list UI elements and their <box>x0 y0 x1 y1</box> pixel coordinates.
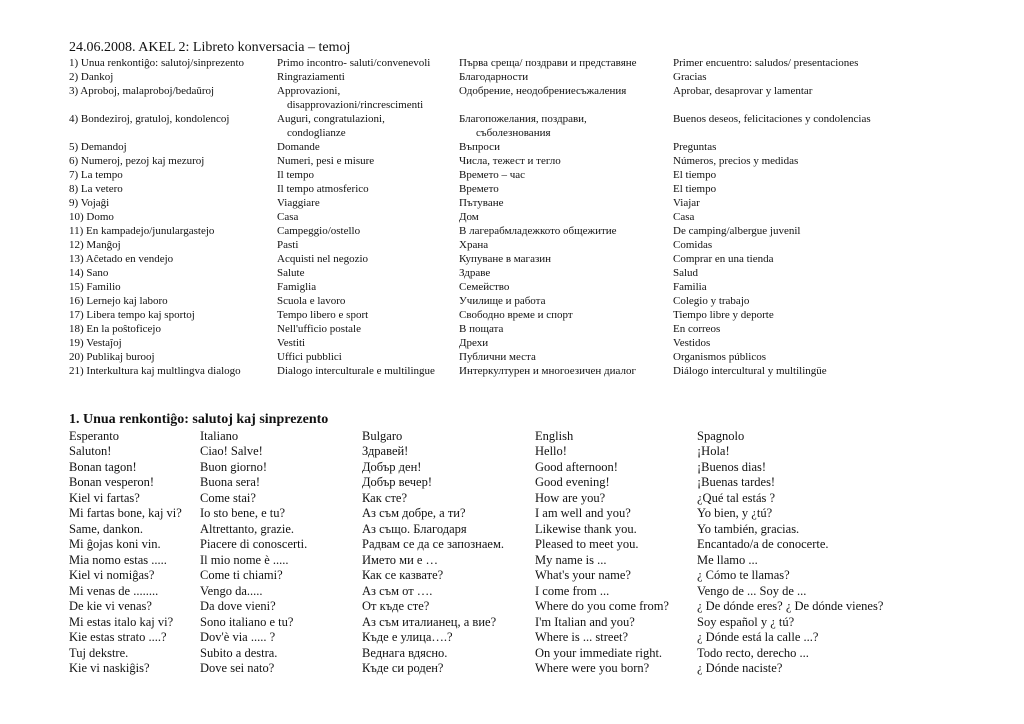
column-header: Esperanto <box>69 429 119 443</box>
topic-italiano: Ringraziamenti <box>277 71 345 83</box>
phrase-row <box>0 615 1024 631</box>
topic-bulgaro: Благодарности <box>459 71 529 83</box>
topic-row <box>0 323 1024 337</box>
topic-bulgaro: Публични места <box>459 351 536 363</box>
topic-bulgaro: Пътуване <box>459 197 504 209</box>
document-title: 24.06.2008. AKEL 2: Libreto konversacia – temoj <box>69 40 351 55</box>
phrase-row <box>0 522 1024 538</box>
topic-row <box>0 127 1024 141</box>
phrase-italiano: Come ti chiami? <box>200 568 283 582</box>
topic-bulgaro: Одобрение, неодобрениесъжаления <box>459 85 627 97</box>
topic-row <box>0 57 1024 71</box>
topic-row <box>0 85 1024 99</box>
topic-bulgaro: Училище и работа <box>459 295 546 307</box>
topic-bulgaro: съболезнования <box>476 127 551 139</box>
topic-row <box>0 351 1024 365</box>
phrase-bulgaro: Аз съм италианец, а вие? <box>362 614 497 629</box>
topic-spagnolo: En correos <box>673 323 721 335</box>
topic-esperanto: 19) Vestaĵoj <box>69 337 122 349</box>
phrase-bulgaro: Веднага вдясно. <box>362 645 448 660</box>
phrase-english: On your immediate right. <box>535 645 663 660</box>
topic-esperanto: 20) Publikaj burooj <box>69 351 155 363</box>
topic-esperanto: 13) Aĉetado en vendejo <box>69 253 174 265</box>
topic-italiano: Il tempo atmosferico <box>277 183 369 195</box>
phrase-spagnolo: ¡Buenos dias! <box>697 459 767 474</box>
phrase-spagnolo: ¿ Cómo te llamas? <box>697 568 790 582</box>
topic-esperanto: 5) Demandoj <box>69 141 127 153</box>
topic-spagnolo: Preguntas <box>673 141 717 153</box>
topic-spagnolo: El tiempo <box>673 169 717 181</box>
phrase-italiano: Dov'è via ..... ? <box>200 630 276 644</box>
phrase-row <box>0 444 1024 460</box>
topic-italiano: Il tempo <box>277 169 314 181</box>
topic-bulgaro: Времето <box>459 183 499 195</box>
phrase-spagnolo: Encantado/a de conocerte. <box>697 537 829 551</box>
topic-spagnolo: Diálogo intercultural y multilingüe <box>673 365 827 377</box>
phrase-row <box>0 506 1024 522</box>
topic-italiano: Tempo libero e sport <box>277 309 369 321</box>
phrase-italiano: Altrettanto, grazie. <box>200 521 295 536</box>
phrase-esperanto: Mi estas italo kaj vi? <box>69 614 174 629</box>
phrase-spagnolo: ¡Buenas tardes! <box>697 475 776 489</box>
phrase-bulgaro: Добър ден! <box>362 459 422 474</box>
phrase-spagnolo: Vengo de ... Soy de ... <box>697 583 807 598</box>
topic-spagnolo: Comprar en una tienda <box>673 253 774 265</box>
topic-row <box>0 365 1024 379</box>
topic-bulgaro: Дрехи <box>459 337 489 349</box>
topic-bulgaro: Свободно време и спорт <box>459 309 573 321</box>
topic-bulgaro: В пощата <box>459 323 504 335</box>
phrase-italiano: Vengo da..... <box>200 583 263 598</box>
phrase-italiano: Buon giorno! <box>200 459 268 474</box>
phrase-english: My name is ... <box>535 552 607 567</box>
phrase-row <box>0 460 1024 476</box>
phrase-italiano: Il mio nome è ..... <box>200 552 289 567</box>
phrase-bulgaro: Къде си роден? <box>362 661 444 675</box>
topic-row <box>0 267 1024 281</box>
topic-italiano: Numeri, pesi e misure <box>277 155 375 167</box>
topic-bulgaro: Въпроси <box>459 141 500 153</box>
phrase-spagnolo: Yo bien, y ¿tú? <box>697 506 773 520</box>
topic-spagnolo: El tiempo <box>673 183 717 195</box>
phrase-spagnolo: ¿Qué tal estás ? <box>697 490 776 505</box>
column-header: Italiano <box>200 429 239 443</box>
topic-italiano: Pasti <box>277 239 299 251</box>
phrase-spagnolo: Soy español y ¿ tú? <box>697 614 795 629</box>
topic-row <box>0 155 1024 169</box>
topic-esperanto: 6) Numeroj, pezoj kaj mezuroj <box>69 155 205 167</box>
topic-row <box>0 113 1024 127</box>
phrase-english: Where were you born? <box>535 661 650 675</box>
phrase-esperanto: Bonan vesperon! <box>69 475 155 489</box>
topic-bulgaro: Купуване в магазин <box>459 253 552 265</box>
topic-spagnolo: Primer encuentro: saludos/ presentaciones <box>673 57 859 69</box>
topic-italiano: Nell'ufficio postale <box>277 323 361 335</box>
topic-italiano: Scuola e lavoro <box>277 295 346 307</box>
phrase-esperanto: Bonan tagon! <box>69 459 137 474</box>
topic-row <box>0 239 1024 253</box>
topic-row <box>0 211 1024 225</box>
topic-italiano: Approvazioni, <box>277 85 341 97</box>
section-title: 1. Unua renkontiĝo: salutoj kaj sinprezento <box>69 412 329 427</box>
phrase-esperanto: Kie estas strato ....? <box>69 630 167 644</box>
topic-esperanto: 10) Domo <box>69 211 114 223</box>
phrase-english: Good evening! <box>535 475 610 489</box>
topic-spagnolo: Vestidos <box>673 337 711 349</box>
phrase-esperanto: Mia nomo estas ..... <box>69 552 167 567</box>
topic-spagnolo: De camping/albergue juvenil <box>673 225 801 237</box>
phrase-bulgaro: Името ми е … <box>362 552 439 567</box>
phrase-italiano: Ciao! Salve! <box>200 444 263 458</box>
phrase-english: Where is ... street? <box>535 630 629 644</box>
phrase-spagnolo: ¿ Dónde naciste? <box>697 661 783 675</box>
topic-spagnolo: Salud <box>673 267 699 279</box>
topic-spagnolo: Casa <box>673 211 695 223</box>
topic-italiano: disapprovazioni/rincrescimenti <box>287 99 424 111</box>
phrase-bulgaro: Аз също. Благодаря <box>362 521 467 536</box>
topic-spagnolo: Organismos públicos <box>673 351 766 363</box>
phrase-bulgaro: Здравей! <box>362 444 409 458</box>
topic-italiano: Uffici pubblici <box>277 351 342 363</box>
phrase-spagnolo: Me llamo ... <box>697 552 758 567</box>
topic-spagnolo: Gracias <box>673 71 707 83</box>
topic-italiano: Viaggiare <box>277 197 320 209</box>
topic-italiano: condoglianze <box>287 127 346 139</box>
topic-bulgaro: В лагерабмладежкото общежитие <box>459 225 617 237</box>
phrase-esperanto: Kiel vi fartas? <box>69 490 140 505</box>
topic-row <box>0 225 1024 239</box>
topic-italiano: Vestiti <box>277 337 306 349</box>
topic-italiano: Acquisti nel negozio <box>277 253 369 265</box>
topic-spagnolo: Comidas <box>673 239 713 251</box>
topic-spagnolo: Colegio y trabajo <box>673 295 750 307</box>
topic-bulgaro: Благопожелания, поздрави, <box>459 113 587 125</box>
phrase-bulgaro: Къде е улица….? <box>362 630 453 644</box>
topic-esperanto: 9) Vojaĝi <box>69 197 110 209</box>
topic-italiano: Domande <box>277 141 320 153</box>
topic-row <box>0 71 1024 85</box>
topic-bulgaro: Здраве <box>459 267 491 279</box>
phrase-row <box>0 584 1024 600</box>
phrase-esperanto: Mi venas de ........ <box>69 583 159 598</box>
topic-row <box>0 197 1024 211</box>
phrase-esperanto: De kie vi venas? <box>69 599 152 613</box>
topic-spagnolo: Números, precios y medidas <box>673 155 799 167</box>
topic-italiano: Auguri, congratulazioni, <box>277 113 385 125</box>
phrase-spagnolo: Todo recto, derecho ... <box>697 645 809 660</box>
phrase-spagnolo: ¡Hola! <box>697 444 730 458</box>
phrase-row <box>0 537 1024 553</box>
topic-bulgaro: Първа среща/ поздрави и представяне <box>459 57 637 69</box>
topic-esperanto: 1) Unua renkontiĝo: salutoj/sinprezento <box>69 57 245 69</box>
phrase-row <box>0 553 1024 569</box>
topic-spagnolo: Familia <box>673 281 707 293</box>
phrase-english: I am well and you? <box>535 506 631 520</box>
phrase-row <box>0 568 1024 584</box>
topic-row <box>0 295 1024 309</box>
topic-bulgaro: Храна <box>459 239 489 251</box>
topic-italiano: Campeggio/ostello <box>277 225 361 237</box>
phrase-english: How are you? <box>535 490 606 505</box>
phrase-row <box>0 630 1024 646</box>
topic-row <box>0 99 1024 113</box>
topic-spagnolo: Aprobar, desaprovar y lamentar <box>673 85 813 97</box>
phrase-esperanto: Saluton! <box>69 444 112 458</box>
phrase-italiano: Come stai? <box>200 490 256 505</box>
topic-bulgaro: Числа, тежест и тегло <box>459 155 561 167</box>
phrase-esperanto: Kie vi naskiĝis? <box>69 661 150 675</box>
phrase-row <box>0 491 1024 507</box>
topic-esperanto: 4) Bondeziroj, gratuloj, kondolencoj <box>69 113 230 125</box>
topic-row <box>0 253 1024 267</box>
phrase-esperanto: Tuj dekstre. <box>69 645 129 660</box>
topic-italiano: Primo incontro- saluti/convenevoli <box>277 57 431 69</box>
phrase-bulgaro: Радвам се да се запознаем. <box>362 537 504 551</box>
topic-bulgaro: Времето – час <box>459 169 526 181</box>
phrase-italiano: Da dove vieni? <box>200 599 276 613</box>
phrase-english: I'm Italian and you? <box>535 614 635 629</box>
phrase-english: Where do you come from? <box>535 599 669 613</box>
column-header: Spagnolo <box>697 429 745 443</box>
topic-esperanto: 15) Familio <box>69 281 121 293</box>
phrase-spagnolo: ¿ De dónde eres? ¿ De dónde vienes? <box>697 599 884 613</box>
phrase-english: I come from ... <box>535 583 610 598</box>
topic-row <box>0 309 1024 323</box>
topic-bulgaro: Дом <box>459 211 479 223</box>
phrase-esperanto: Mi fartas bone, kaj vi? <box>69 506 182 520</box>
topic-esperanto: 16) Lernejo kaj laboro <box>69 295 168 307</box>
phrase-italiano: Subito a destra. <box>200 645 278 660</box>
phrase-bulgaro: Как сте? <box>362 490 408 505</box>
topic-esperanto: 2) Dankoj <box>69 71 114 83</box>
topic-row <box>0 337 1024 351</box>
topic-spagnolo: Viajar <box>673 197 700 209</box>
phrase-italiano: Sono italiano e tu? <box>200 614 294 629</box>
topic-italiano: Salute <box>277 267 305 279</box>
phrase-english: Good afternoon! <box>535 459 618 474</box>
topic-bulgaro: Интеркултурен и многоезичен диалог <box>459 365 637 377</box>
phrase-esperanto: Kiel vi nomiĝas? <box>69 568 155 582</box>
phrase-esperanto: Mi ĝojas koni vin. <box>69 537 161 551</box>
topic-esperanto: 12) Manĝoj <box>69 239 121 251</box>
column-header: English <box>535 429 574 443</box>
topic-esperanto: 8) La vetero <box>69 183 123 195</box>
phrase-italiano: Buona sera! <box>200 475 261 489</box>
phrase-english: Hello! <box>535 444 567 458</box>
topic-esperanto: 3) Aproboj, malaproboj/bedaŭroj <box>69 85 215 97</box>
phrase-spagnolo: Yo también, gracias. <box>697 521 800 536</box>
phrase-italiano: Io sto bene, e tu? <box>200 506 286 520</box>
topic-row <box>0 141 1024 155</box>
phrase-english: What's your name? <box>535 568 631 582</box>
topic-spagnolo: Tiempo libre y deporte <box>673 309 774 321</box>
phrase-english: Pleased to meet you. <box>535 537 639 551</box>
phrase-italiano: Dove sei nato? <box>200 661 275 675</box>
topic-esperanto: 17) Libera tempo kaj sportoj <box>69 309 195 321</box>
topic-italiano: Famiglia <box>277 281 317 293</box>
phrase-bulgaro: Как се казвате? <box>362 568 444 582</box>
topic-row <box>0 281 1024 295</box>
phrase-bulgaro: Аз съм от …. <box>362 583 433 598</box>
phrase-bulgaro: Аз съм добре, а ти? <box>362 506 466 520</box>
phrase-spagnolo: ¿ Dónde está la calle ...? <box>697 630 819 644</box>
phrase-row <box>0 475 1024 491</box>
topic-spagnolo: Buenos deseos, felicitaciones y condolencias <box>673 113 871 125</box>
topic-italiano: Dialogo interculturale e multilingue <box>277 365 435 377</box>
phrase-esperanto: Same, dankon. <box>69 521 143 536</box>
phrase-row <box>0 661 1024 677</box>
phrase-row <box>0 599 1024 615</box>
phrase-header-row <box>0 429 1024 445</box>
phrase-english: Likewise thank you. <box>535 521 637 536</box>
phrase-italiano: Piacere di conoscerti. <box>200 537 308 551</box>
phrase-row <box>0 646 1024 662</box>
topic-esperanto: 11) En kampadejo/junulargastejo <box>69 225 215 237</box>
topic-bulgaro: Семейство <box>459 281 510 293</box>
phrase-bulgaro: Добър вечер! <box>362 475 432 489</box>
phrase-bulgaro: От къде сте? <box>362 599 430 613</box>
topic-italiano: Casa <box>277 211 299 223</box>
topic-row <box>0 183 1024 197</box>
topic-esperanto: 18) En la poŝtoficejo <box>69 323 161 335</box>
column-header: Bulgaro <box>362 429 403 443</box>
topic-esperanto: 21) Interkultura kaj multlingva dialogo <box>69 365 241 377</box>
topic-esperanto: 14) Sano <box>69 267 109 279</box>
topic-esperanto: 7) La tempo <box>69 169 123 181</box>
topic-row <box>0 169 1024 183</box>
